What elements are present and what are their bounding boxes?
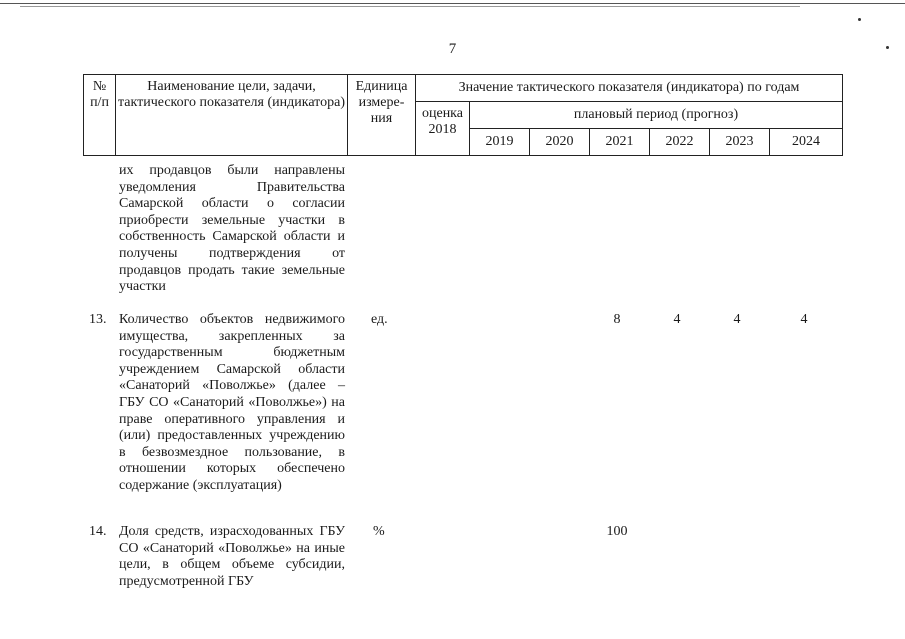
row-value-2023: 4 xyxy=(733,312,741,327)
header-year: 2024 xyxy=(770,129,843,156)
scan-edge-line xyxy=(0,3,905,4)
row-value-2022: 4 xyxy=(673,312,681,327)
header-year: 2020 xyxy=(530,129,590,156)
row-unit: ед. xyxy=(371,312,388,327)
header-year: 2022 xyxy=(650,129,710,156)
page-number: 7 xyxy=(448,41,457,57)
scan-edge-line xyxy=(20,6,800,7)
row-indicator-text: Доля средств, израсходованных ГБУ СО «Санаторий «Поволжье» на иные цели, в общем объеме субсидии, предусмотренной ГБУ xyxy=(119,524,345,589)
header-col-name: Наименование цели, задачи, тактического показателя (индикатора) xyxy=(116,75,348,156)
header-col-estimate: оценка 2018 xyxy=(416,102,470,156)
header-year: 2019 xyxy=(470,129,530,156)
row-number: 14. xyxy=(89,524,107,539)
row-value-2024: 4 xyxy=(800,312,808,327)
header-col-num: № п/п xyxy=(84,75,116,156)
row-value-2021: 100 xyxy=(606,524,628,539)
row-indicator-text: Количество объектов недвижимого имущества, закрепленных за государственным бюджетным учреждением Самарской области «Санаторий «Поволжье» (далее – ГБУ СО «Санаторий «Поволжье») на праве оперативного управления и (или) предоставленных учреждению в безвозмездное пользование, в отношении которых обеспечено содержание (эксплуатация) xyxy=(119,312,345,493)
header-col-values: Значение тактического показателя (индикатора) по годам xyxy=(416,75,843,102)
header-year: 2021 xyxy=(590,129,650,156)
scan-speck xyxy=(858,18,861,21)
row-continuation-text: их продавцов были направлены уведомления Правительства Самарской области о согласии приобрести земельные участки в собственность Самарской области и получены подтверждения от продавцов продать такие земельные участки xyxy=(119,163,345,295)
row-unit: % xyxy=(373,524,385,539)
header-col-unit: Единица измере-ния xyxy=(348,75,416,156)
row-number: 13. xyxy=(89,312,107,327)
header-year: 2023 xyxy=(710,129,770,156)
header-col-plan: плановый период (прогноз) xyxy=(470,102,843,129)
row-value-2021: 8 xyxy=(613,312,621,327)
indicator-table-header xyxy=(83,74,843,156)
